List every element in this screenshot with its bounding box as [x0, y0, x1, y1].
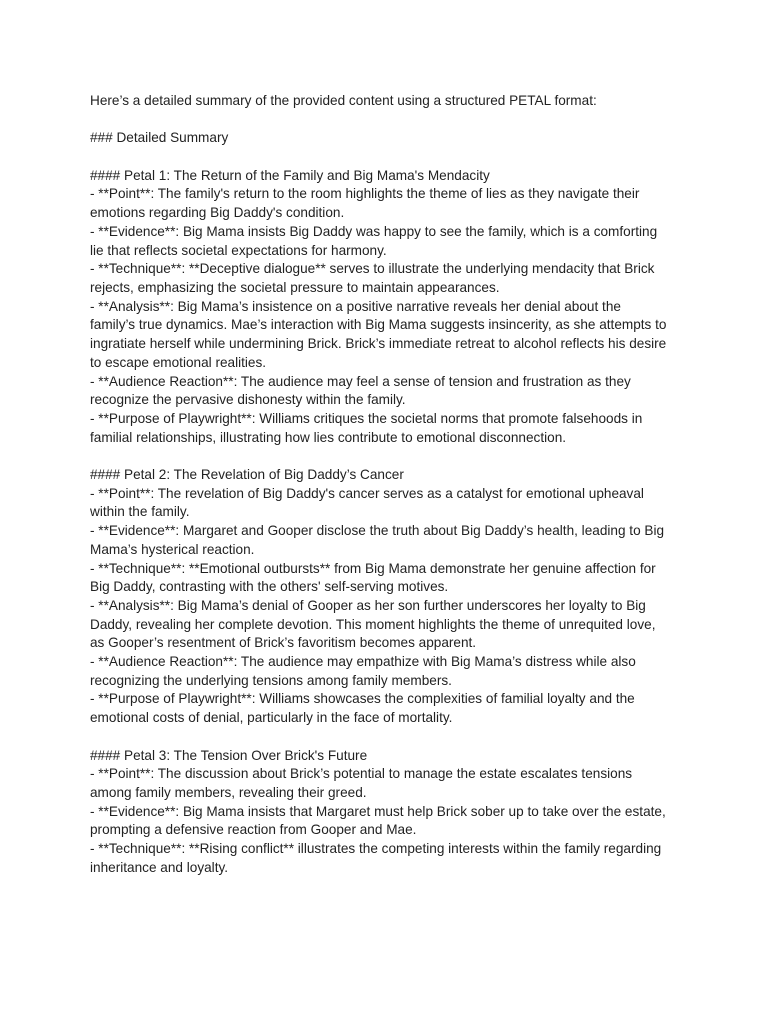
bullet-text-line: familial relationships, illustrating how lies contribute to emotional disconnection. [90, 429, 567, 445]
petal-section [90, 747, 690, 878]
petal-section [90, 167, 690, 448]
spacer [90, 148, 690, 167]
bullet-text-line: prompting a defensive reaction from Gooper and Mae. [90, 822, 417, 838]
petal-bullet-item [90, 298, 690, 373]
bullet-text-line: - **Evidence**: Big Mama insists that Margaret must help Brick sober up to take over the estate, [90, 803, 666, 819]
bullet-text-line: Mama’s hysterical reaction. [90, 541, 255, 557]
bullet-text-line: rejects, emphasizing the societal pressure to maintain appearances. [90, 280, 500, 295]
document-page [90, 92, 690, 877]
petal-heading: #### Petal 1: The Return of the Family and Big Mama's Mendacity [90, 167, 490, 183]
petal-bullet-item [90, 223, 690, 260]
bullet-text-line: - **Purpose of Playwright**: Williams critiques the societal norms that promote falsehoods in [90, 410, 643, 426]
bullet-text-line: recognize the pervasive dishonesty within the family. [90, 392, 406, 408]
bullet-text-line: - **Technique**: **Rising conflict** illustrates the competing interests within the family regarding [90, 841, 662, 857]
bullet-text-line: recognizing the underlying tensions among family members. [90, 672, 452, 688]
bullet-text-line: - **Technique**: **Emotional outbursts** from Big Mama demonstrate her genuine affection for [90, 560, 656, 576]
bullet-text-line: - **Analysis**: Big Mama’s denial of Gooper as her son further underscores her loyalty to Big [90, 597, 646, 613]
bullet-text-line: family’s true dynamics. Mae’s interaction with Big Mama suggests insincerity, as she attempts to [90, 317, 667, 333]
bullet-text-line: as Gooper’s resentment of Brick’s favoritism becomes apparent. [90, 635, 477, 651]
petal-bullet-item [90, 560, 690, 597]
bullet-text-line: - **Point**: The revelation of Big Daddy's cancer serves as a catalyst for emotional upheaval [90, 485, 644, 501]
spacer [90, 111, 690, 130]
bullet-text-line: within the family. [90, 504, 190, 520]
summary-heading: ### Detailed Summary [90, 130, 229, 146]
petal-bullet-item [90, 410, 690, 447]
petal-heading: #### Petal 3: The Tension Over Brick's Future [90, 747, 368, 763]
petal-bullet-item [90, 185, 690, 222]
bullet-text-line: emotional costs of denial, particularly in the face of mortality. [90, 710, 453, 726]
bullet-text-line: - **Audience Reaction**: The audience may empathize with Big Mama’s distress while also [90, 654, 636, 670]
bullet-text-line: - **Point**: The family's return to the room highlights the theme of lies as they navigate their [90, 186, 640, 202]
bullet-text-line: - **Purpose of Playwright**: Williams showcases the complexities of familial loyalty and the [90, 691, 635, 707]
bullet-text-line: inheritance and loyalty. [90, 859, 229, 875]
bullet-text-line: to escape emotional realities. [90, 354, 267, 370]
spacer [90, 447, 690, 466]
petal-bullet-item [90, 840, 690, 877]
bullet-text-line: - **Point**: The discussion about Brick’s potential to manage the estate escalates tensions [90, 766, 633, 782]
bullet-text-line: - **Evidence**: Big Mama insists Big Daddy was happy to see the family, which is a comforting [90, 223, 658, 239]
bullet-text-line: - **Technique**: **Deceptive dialogue** serves to illustrate the underlying mendacity that Brick [90, 261, 655, 277]
petal-bullet-item [90, 485, 690, 522]
bullet-text-line: lie that reflects societal expectations for harmony. [90, 242, 387, 258]
spacer [90, 728, 690, 747]
petal-bullet-item [90, 260, 690, 297]
petal-bullet-item [90, 522, 690, 559]
petal-bullet-item [90, 653, 690, 690]
bullet-text-line: ingratiate herself while undermining Brick. Brick’s immediate retreat to alcohol reflects his desire [90, 336, 667, 352]
petal-bullet-item [90, 803, 690, 840]
bullet-text-line: - **Evidence**: Margaret and Gooper disclose the truth about Big Daddy’s health, leading to Big [90, 523, 665, 539]
bullet-text-line: emotions regarding Big Daddy's condition. [90, 205, 345, 221]
bullet-text-line: - **Analysis**: Big Mama’s insistence on a positive narrative reveals her denial about the [90, 298, 621, 314]
bullet-text-line: - **Audience Reaction**: The audience may feel a sense of tension and frustration as they [90, 373, 631, 389]
petal-bullet-item [90, 765, 690, 802]
bullet-text-line: Daddy, revealing her complete devotion. This moment highlights the theme of unrequited love, [90, 616, 656, 632]
petal-heading: #### Petal 2: The Revelation of Big Daddy’s Cancer [90, 467, 404, 483]
petal-bullet-item [90, 690, 690, 727]
bullet-text-line: among family members, revealing their greed. [90, 784, 367, 800]
petals-section [90, 167, 690, 878]
petal-section [90, 466, 690, 728]
petal-bullet-item [90, 373, 690, 410]
bullet-text-line: Big Daddy, contrasting with the others' self-serving motives. [90, 579, 449, 595]
petal-bullet-item [90, 597, 690, 653]
intro-text: Here’s a detailed summary of the provided content using a structured PETAL format: [90, 93, 597, 108]
